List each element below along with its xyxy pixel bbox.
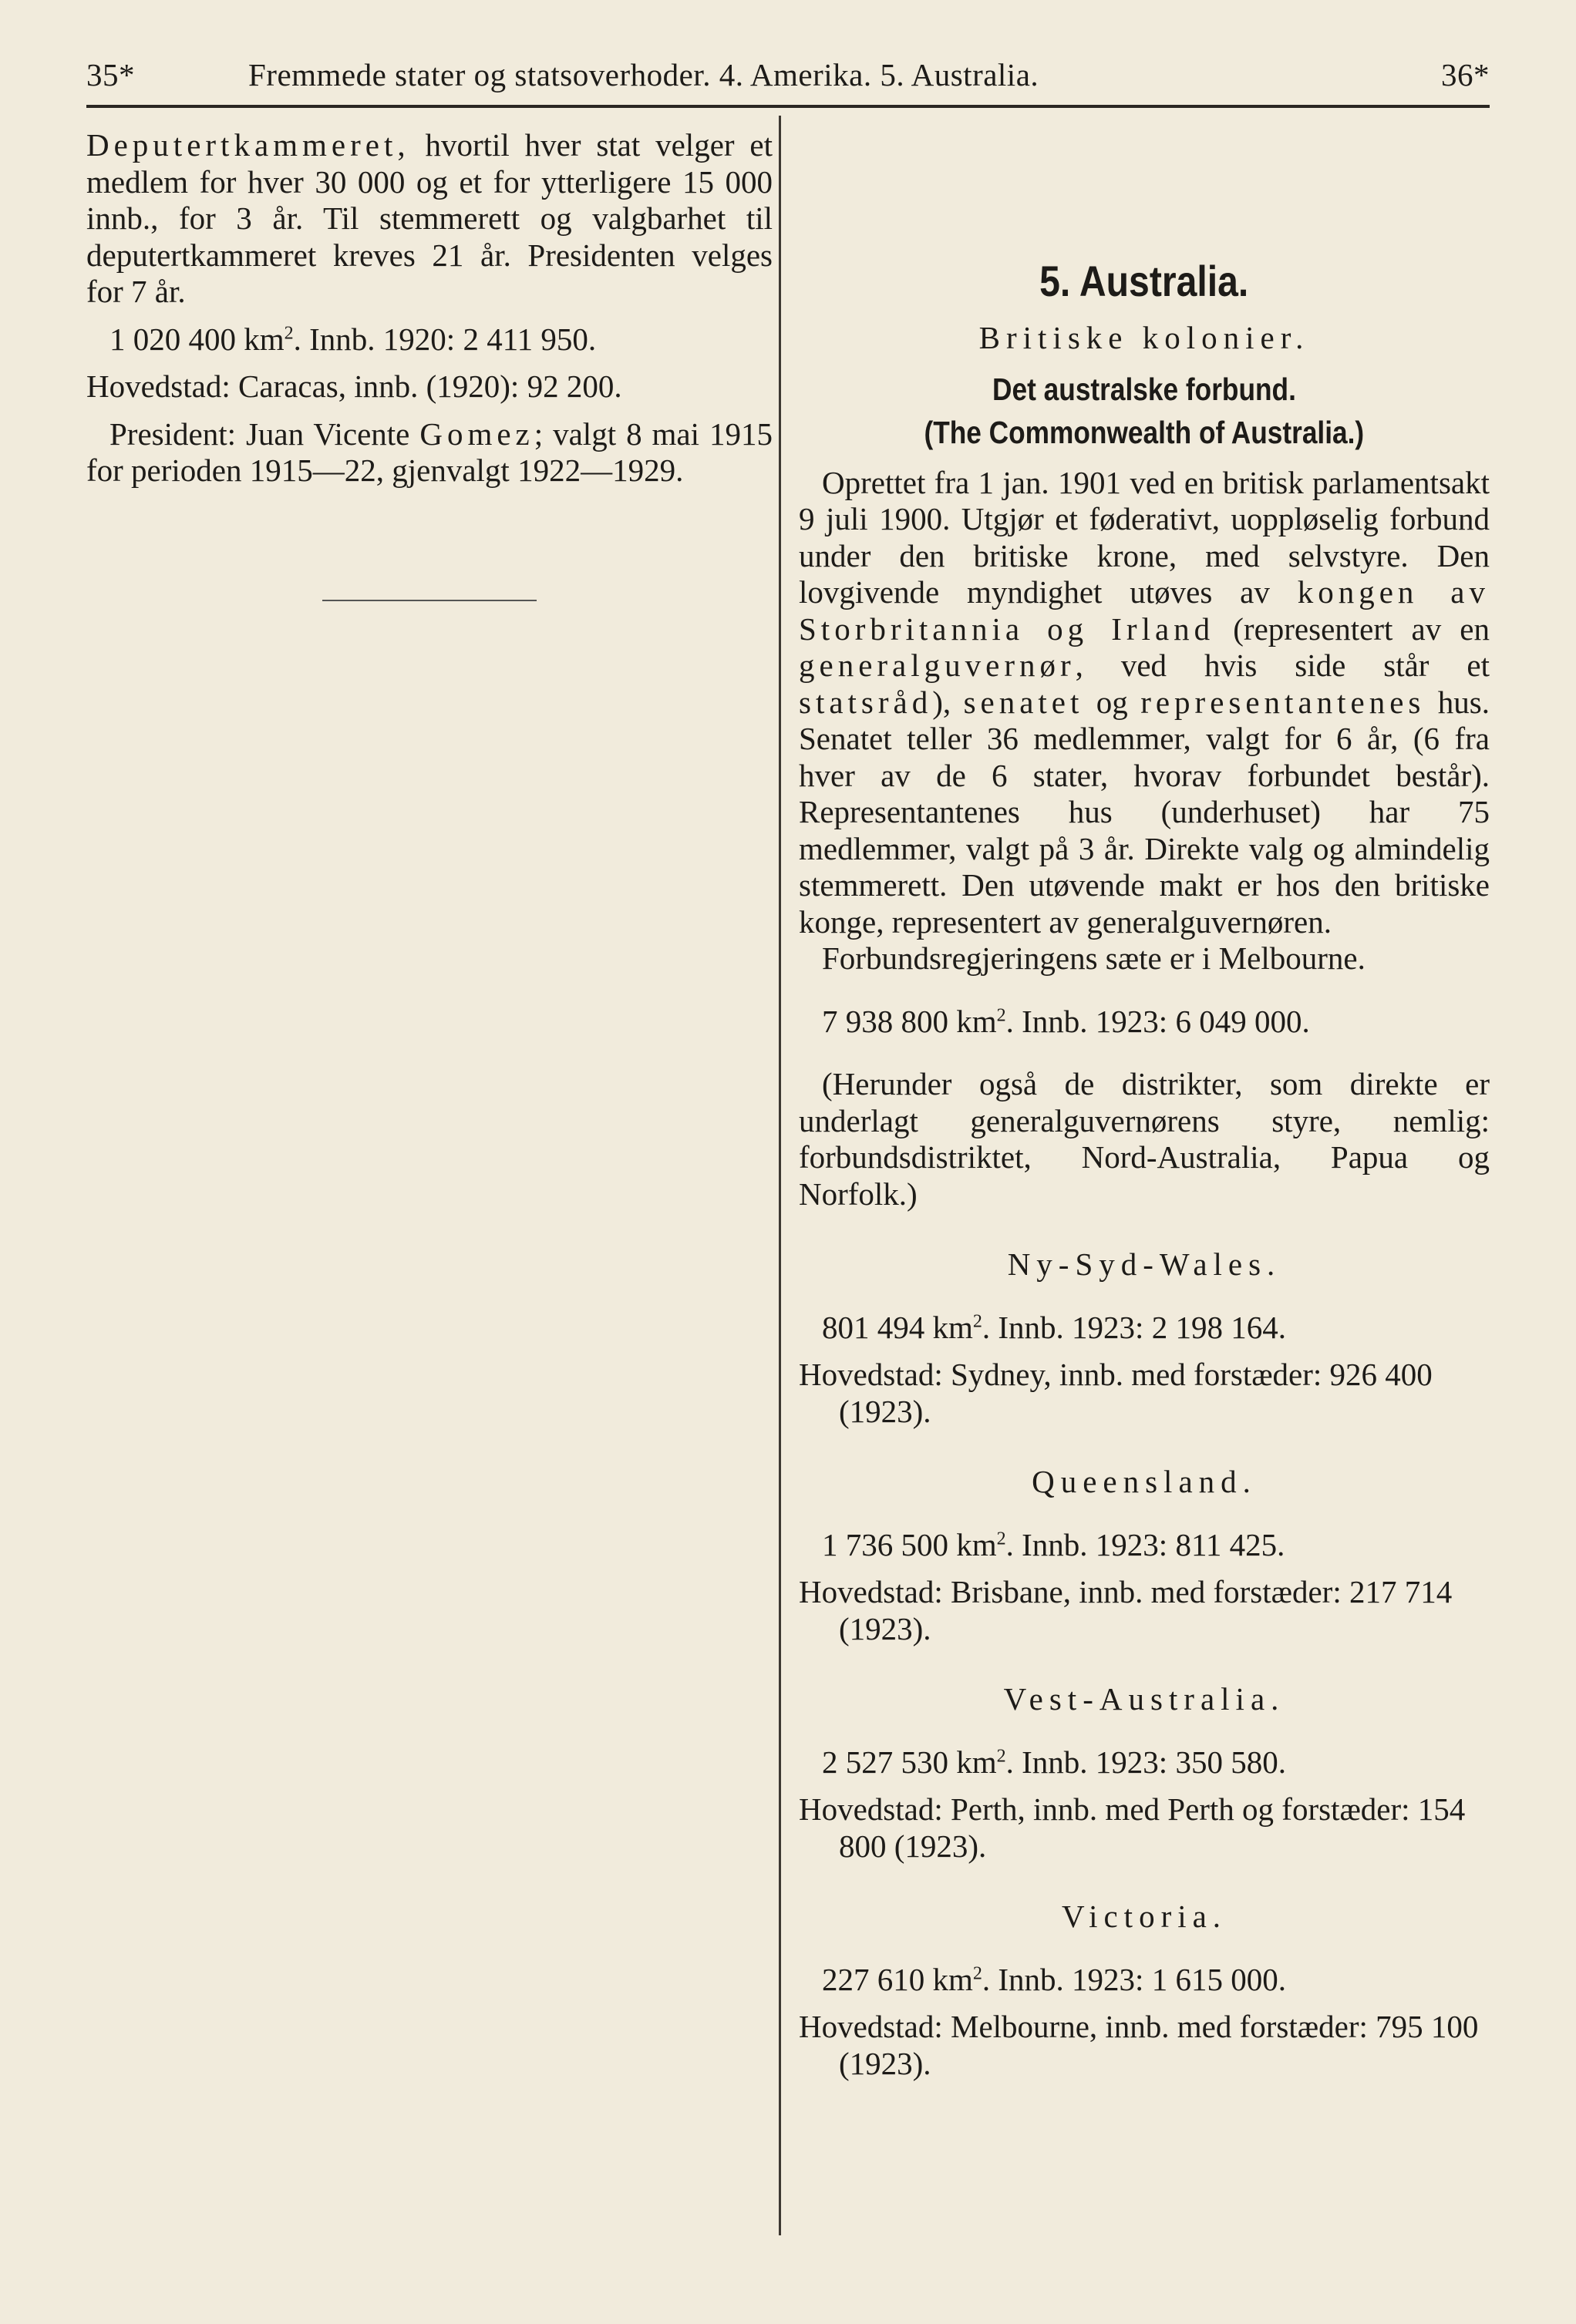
left-column <box>86 127 773 489</box>
section-end-rule <box>322 600 537 601</box>
president-name: Gomez <box>419 415 534 452</box>
venezuela-parliament-paragraph <box>86 127 773 311</box>
state-area: 2 527 530 $km^2$. Innb. 1923: 350 580. <box>822 1744 1286 1780</box>
running-head-title: Fremmede stater og statsoverhoder. 4. Amerika. 5. Australia. <box>248 57 1039 92</box>
commonwealth-heading-english: (The Commonwealth of Australia.) <box>924 414 1365 450</box>
state-heading: Vest-Australia. <box>1003 1681 1285 1717</box>
section-title: 5. Australia. <box>1039 257 1249 305</box>
state-area: 801 494 $km^2$. Innb. 1923: 2 198 164. <box>822 1309 1286 1345</box>
venezuela-president: President: Juan Vicente Gomez; valgt 8 mai 1915 for perioden 1915—22, gjenvalgt 1922—1929. <box>86 415 773 488</box>
running-head <box>86 48 1490 102</box>
commonwealth-heading: Det australske forbund. <box>992 371 1296 407</box>
state-heading: Queensland. <box>1032 1464 1257 1499</box>
territories-note: (Herunder også de distrikter, som direkte er underlagt generalguvernørens styre, nemlig: forbundsdistriktet, Nord-Australia, Papua og Norfolk.) <box>799 1066 1490 1212</box>
parliament-text: hvortil hver stat velger et medlem for hver 30 000 og et for ytterligere 15 000 innb., for 3 år. Til stemmerett og valgbarhet til deputertkammeret kreves 21 år. Presidenten velges for 7 år. <box>86 127 773 309</box>
commonwealth-area: 7 938 800 $km^2$. Innb. 1923: 6 049 000. <box>822 1003 1310 1039</box>
state-heading: Ny-Syd-Wales. <box>1007 1246 1281 1282</box>
page-number-left: 35* <box>86 57 135 92</box>
venezuela-capital: Hovedstad: Caracas, innb. (1920): 92 200. <box>86 368 622 404</box>
state-capital: Hovedstad: Melbourne, innb. med forstæder: 795 100 (1923). <box>799 2009 1479 2081</box>
venezuela-area: 1 020 400 $km^2$. Innb. 1920: 2 411 950. <box>109 321 597 357</box>
header-rule <box>86 105 1490 108</box>
column-divider <box>779 116 781 2235</box>
page-number-right: 36* <box>1441 57 1490 92</box>
commonwealth-description: Oprettet fra 1 jan. 1901 ved en britisk parlamentsakt 9 juli 1900. Utgjør et føderativt, uoppløselig forbund under den britiske krone, med selvstyre. Den lovgivende myndighet utøves av kongen av Storbritannia og Irland (representert av en generalguvernør, ved hvis side står et statsråd), senatet og representantenes hus. Senatet teller 36 medlemmer, valgt for 6 år, (6 fra hver av de 6 stater, hvorav forbundet består). Representantenes hus (underhuset) har 75 medlemmer, valgt på 3 år. Direkte valg og almindelig stemmerett. Den utøvende makt er hos den britiske konge, representert av generalguvernøren. <box>799 464 1490 940</box>
state-capital: Hovedstad: Sydney, innb. med forstæder: 926 400 (1923). <box>799 1357 1433 1429</box>
government-seat: Forbundsregjeringens sæte er i Melbourne. <box>822 940 1366 976</box>
state-capital: Hovedstad: Brisbane, innb. med forstæder: 217 714 (1923). <box>799 1574 1453 1646</box>
state-area: 1 736 500 $km^2$. Innb. 1923: 811 425. <box>822 1526 1285 1562</box>
chamber-term: Deputertkammeret, <box>86 127 410 163</box>
state-heading: Victoria. <box>1061 1899 1227 1934</box>
state-area: 227 610 $km^2$. Innb. 1923: 1 615 000. <box>822 1961 1286 1997</box>
right-column <box>799 254 1490 2082</box>
state-capital: Hovedstad: Perth, innb. med Perth og forstæder: 154 800 (1923). <box>799 1791 1466 1864</box>
section-subtitle: Britiske kolonier. <box>978 320 1310 355</box>
